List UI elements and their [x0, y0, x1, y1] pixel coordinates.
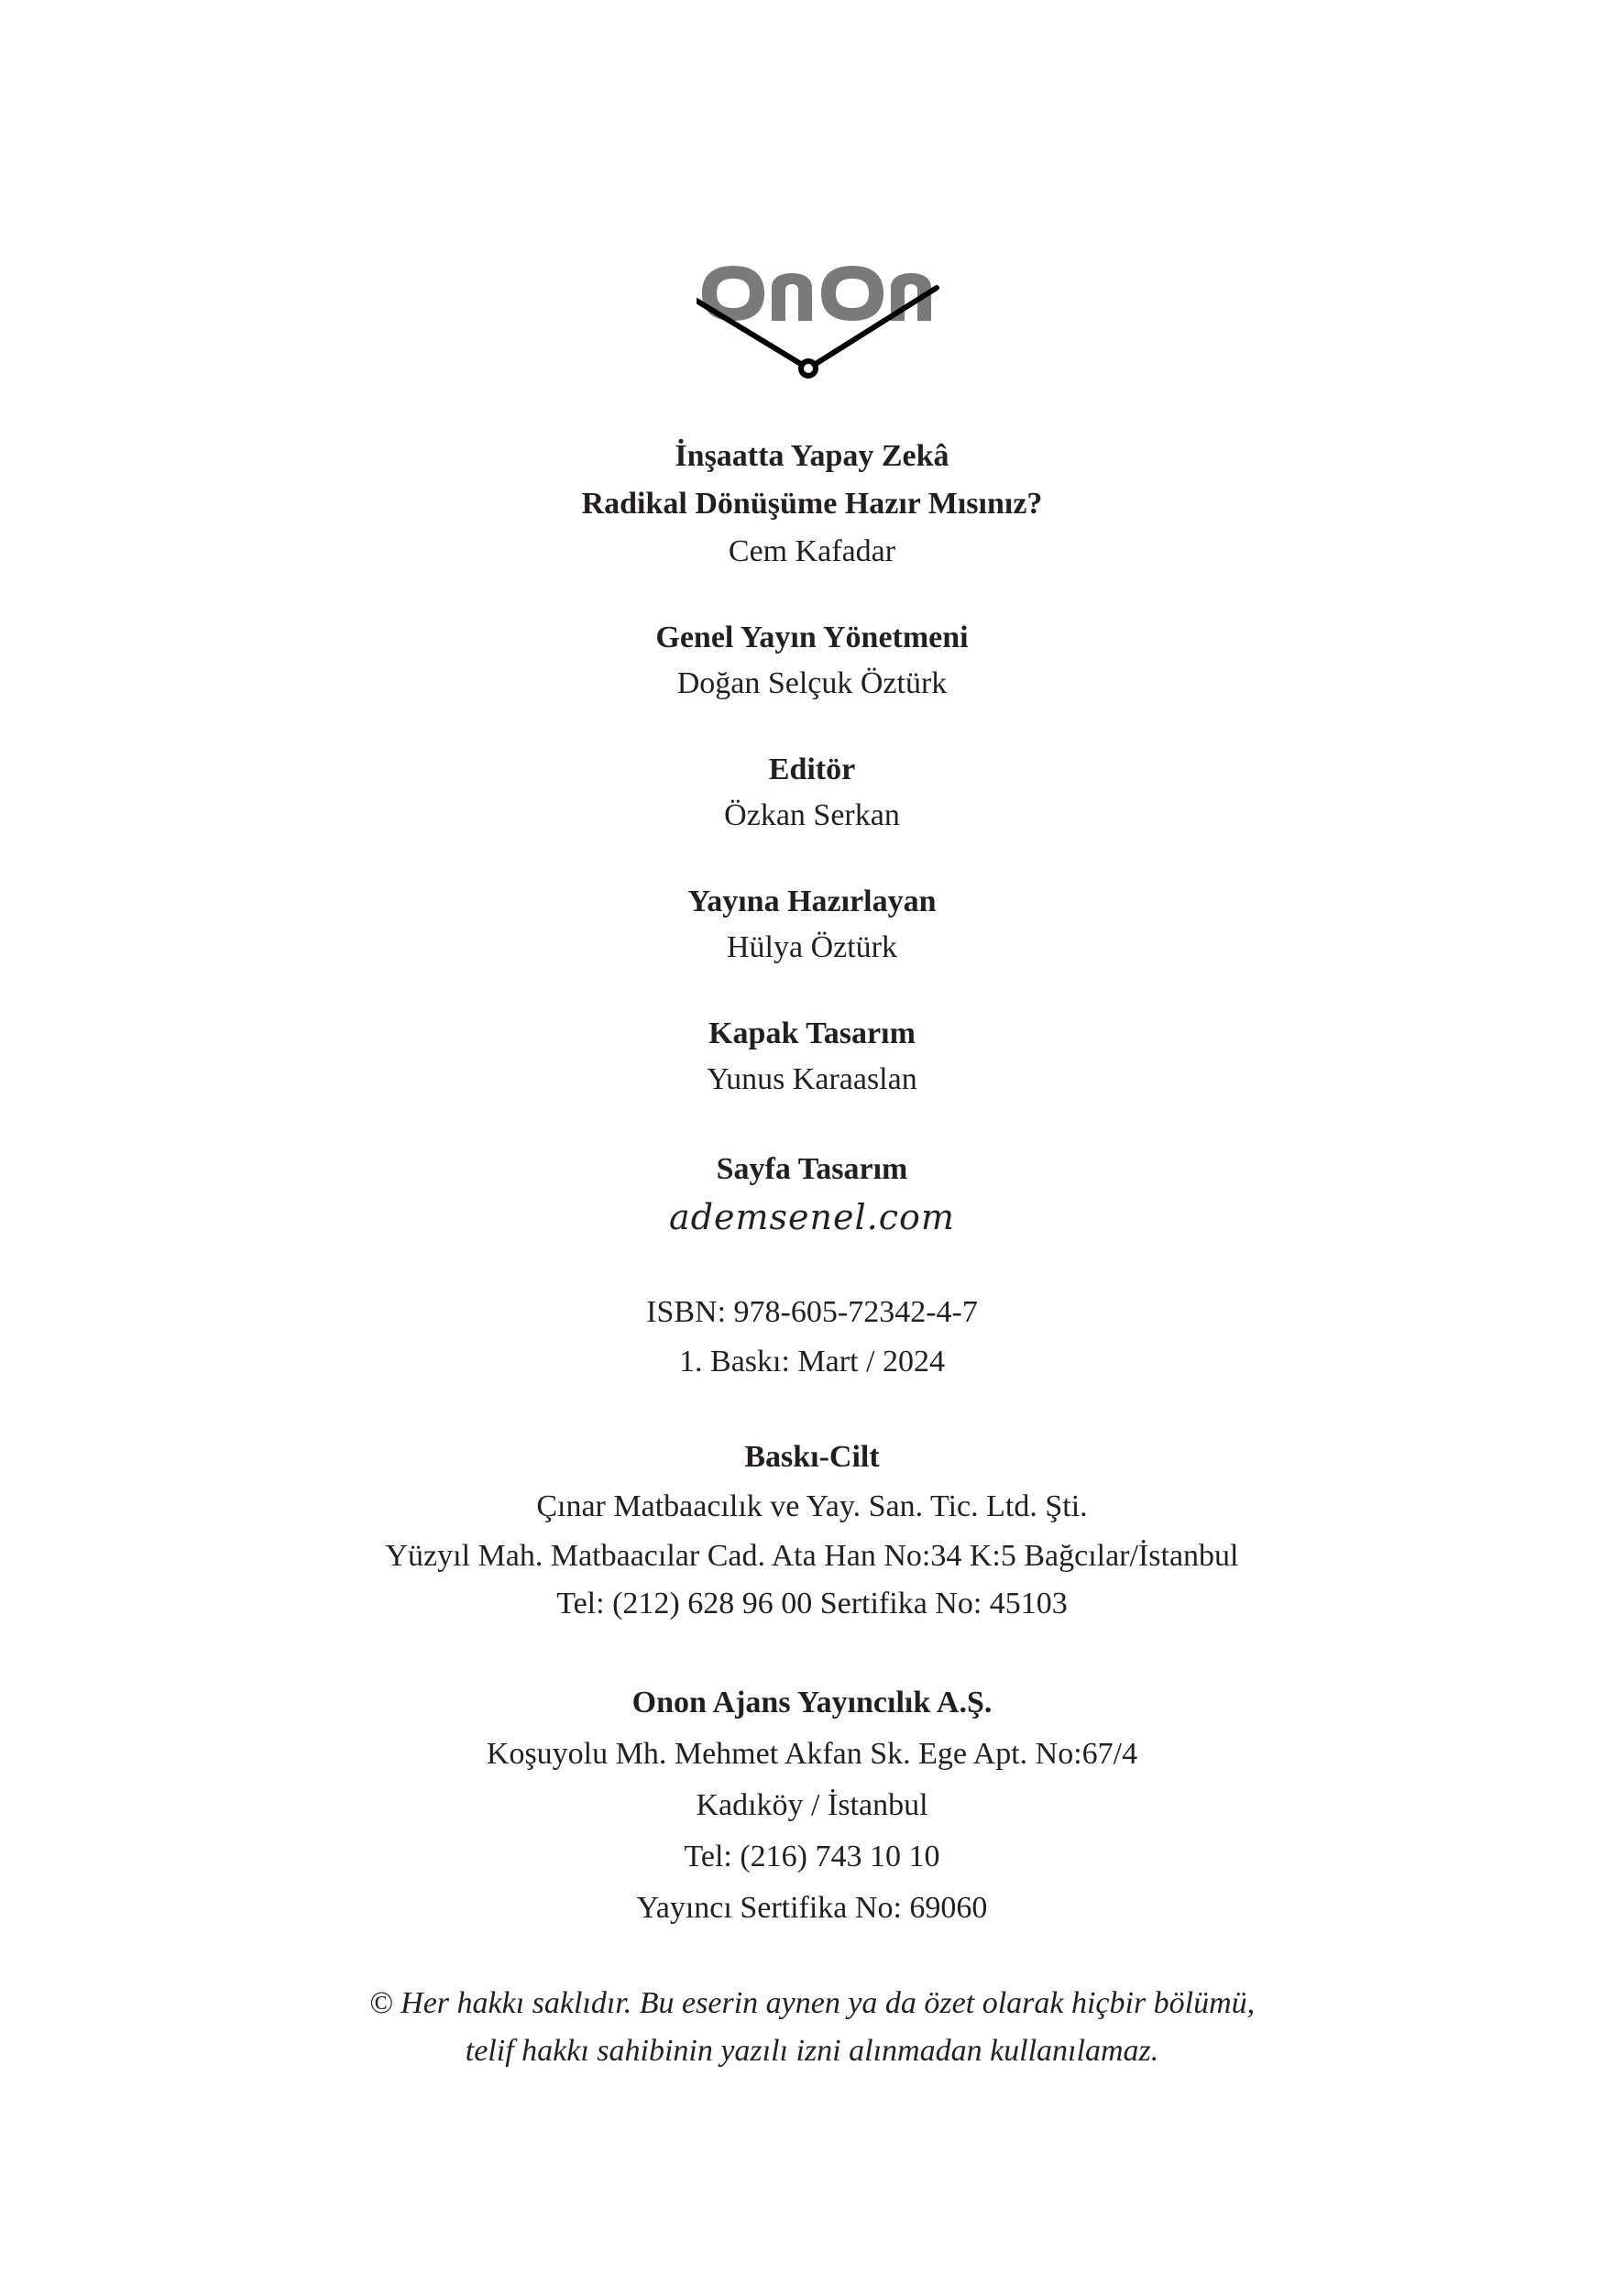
publisher-phone: Tel: (216) 743 10 10	[684, 1840, 940, 1873]
prepared-name: Hülya Öztürk	[726, 930, 897, 964]
printer-label: Baskı-Cilt	[744, 1440, 880, 1474]
editor-label: Editör	[768, 753, 856, 786]
printer-address: Yüzyıl Mah. Matbaacılar Cad. Ata Han No:34 K:5 Bağcılar/İstanbul	[385, 1539, 1239, 1573]
page-design-label: Sayfa Tasarım	[716, 1152, 908, 1186]
publisher-address-line2: Kadıköy / İstanbul	[696, 1788, 928, 1822]
book-author: Cem Kafadar	[728, 534, 896, 568]
general-editor-name: Doğan Selçuk Öztürk	[676, 666, 948, 700]
copyright-line1: © Her hakkı saklıdır. Bu eserin aynen ya da özet olarak hiçbir bölümü,	[368, 1986, 1256, 2020]
copyright-line2: telif hakkı sahibinin yazılı izni alınmadan kullanılamaz.	[465, 2034, 1159, 2068]
onon-logo	[697, 258, 944, 382]
edition: 1. Baskı: Mart / 2024	[679, 1345, 945, 1379]
book-subtitle: Radikal Dönüşüme Hazır Mısınız?	[581, 487, 1043, 521]
prepared-label: Yayına Hazırlayan	[687, 884, 937, 918]
book-title: İnşaatta Yapay Zekâ	[675, 439, 949, 473]
publisher-certificate: Yayıncı Sertifika No: 69060	[636, 1891, 988, 1925]
printer-phone: Tel: (212) 628 96 00 Sertifika No: 45103	[556, 1587, 1068, 1620]
page-designer-signature: ademsenel.com	[669, 1197, 955, 1237]
printer-name: Çınar Matbaacılık ve Yay. San. Tic. Ltd. Şti.	[536, 1489, 1088, 1523]
editor-name: Özkan Serkan	[724, 798, 900, 832]
publisher-address-line1: Koşuyolu Mh. Mehmet Akfan Sk. Ege Apt. No:67/4	[486, 1737, 1138, 1771]
cover-designer-name: Yunus Karaaslan	[707, 1062, 917, 1096]
cover-design-label: Kapak Tasarım	[708, 1016, 916, 1050]
general-editor-label: Genel Yayın Yönetmeni	[655, 621, 969, 654]
publisher-name: Onon Ajans Yayıncılık A.Ş.	[631, 1686, 993, 1719]
isbn: ISBN: 978-605-72342-4-7	[646, 1295, 978, 1329]
